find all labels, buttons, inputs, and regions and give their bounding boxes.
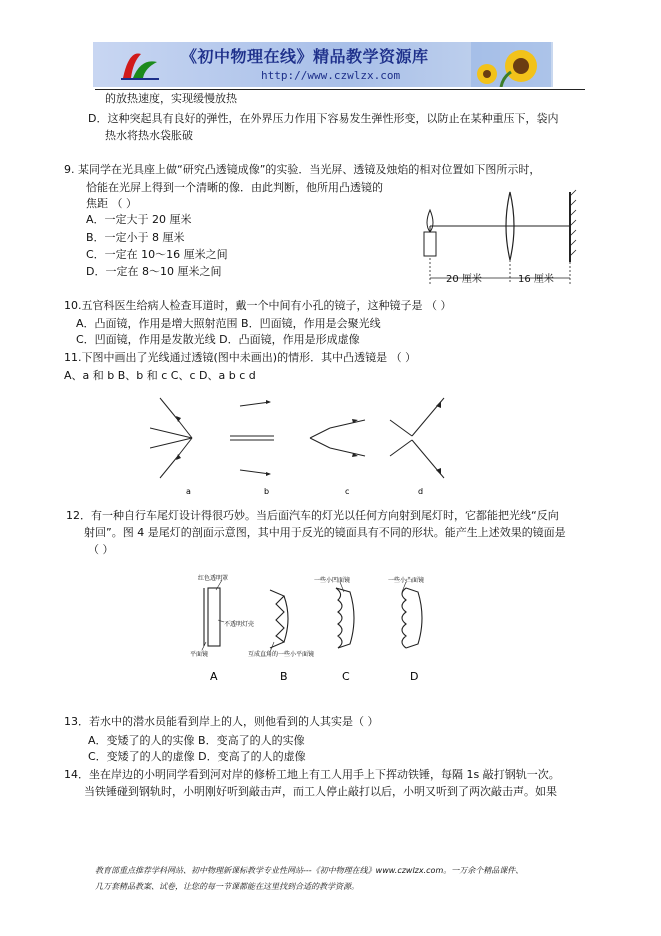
q11-options: A、a 和 b B、b 和 c C、c D、a b c d xyxy=(64,369,256,382)
q12-stem-cont: 射回”。图 4 是尾灯的剖面示意图，其中用于反光的镜面具有不同的形状。能产生上述效果的镜面是 xyxy=(84,526,566,539)
q12-label-concave: 一些小凹面镜 xyxy=(314,577,351,584)
footer-line-2: 几万套精品教案、试卷，让您的每一节课都能在这里找到合适的教学资源。 xyxy=(95,882,359,891)
q9-optical-bench-figure xyxy=(418,188,583,288)
q10-stem: 10.五官科医生给病人检查耳道时，戴一个中间有小孔的镜子，这种镜子是 （ ） xyxy=(64,299,452,312)
candle-icon xyxy=(424,210,436,256)
q13-options-ab: A．变矮了的人的实像 B．变高了的人的实像 xyxy=(88,734,305,747)
header-rule xyxy=(95,89,585,90)
q9-option-c: C．一定在 10～16 厘米之间 xyxy=(86,248,228,261)
q12-option-c-label: C xyxy=(342,670,350,683)
q11-label-d: d xyxy=(418,487,424,496)
q11-stem: 11.下图中画出了光线通过透镜(图中未画出)的情形．其中凸透镜是 （ ） xyxy=(64,351,417,364)
q12-label-right-angle: 互成直角的一些小平面镜 xyxy=(248,651,315,658)
q12-label-plane-mirror: 平面镜 xyxy=(190,651,209,658)
q12-blank: （ ） xyxy=(88,543,114,556)
q13-stem: 13．若水中的潜水员能看到岸上的人，则他看到的人其实是（ ） xyxy=(64,715,379,728)
q9-distance-2: 16 厘米 xyxy=(518,274,554,285)
q9-distance-1: 20 厘米 xyxy=(446,274,482,285)
q9-option-b: B．一定小于 8 厘米 xyxy=(86,231,185,244)
q12-tail-light-figure xyxy=(188,570,448,684)
q12-option-d-label: D xyxy=(410,670,419,683)
q12-option-b-label: B xyxy=(280,670,288,683)
q9-option-d: D．一定在 8～10 厘米之间 xyxy=(86,265,222,278)
logo-icon xyxy=(119,48,161,82)
q8-option-d: D．这种突起具有良好的弹性，在外界压力作用下容易发生弹性形变，以防止在某种重压下，袋内 xyxy=(88,112,559,125)
q9-stem-cont: 恰能在光屏上得到一个清晰的像．由此判断，他所用凸透镜的 xyxy=(86,181,383,194)
header-title: 《初中物理在线》精品教学资源库 xyxy=(181,47,429,66)
q11-label-b: b xyxy=(264,487,270,496)
q11-label-a: a xyxy=(186,487,191,496)
sunflower-icon xyxy=(471,42,551,87)
q8-c-continued: 的放热速度，实现缓慢放热 xyxy=(105,92,237,105)
q10-options-cd: C．凹面镜，作用是发散光线 D．凸面镜，作用是形成虚像 xyxy=(76,333,360,346)
q11-light-rays-figure xyxy=(150,388,450,498)
q8-option-d-cont: 热水将热水袋胀破 xyxy=(105,129,193,142)
q14-stem: 14．坐在岸边的小明同学看到河对岸的修桥工地上有工人用手上下挥动铁锤，每隔 1s 敲打钢轨一次。 xyxy=(64,768,560,781)
header-banner xyxy=(93,42,553,87)
q12-label-convex: 一些小凸面镜 xyxy=(388,577,425,584)
q9-option-a: A．一定大于 20 厘米 xyxy=(86,213,192,226)
q12-label-opaque-lamp: 不透明灯壳 xyxy=(224,621,255,628)
q12-label-red-glass: 红色透明罩 xyxy=(198,575,229,582)
q14-stem-cont: 当铁锤碰到钢轨时，小明刚好听到敲击声，而工人停止敲打以后，小明又听到了两次敲击声。如果 xyxy=(84,785,557,798)
footer-line-1: 教育部重点推荐学科网站、初中物理新课标教学专业性网站---《初中物理在线》www.czwlzx.com。一万余个精品课件、 xyxy=(95,866,524,875)
q11-label-c: c xyxy=(345,487,350,496)
q9-stem: 9. 某同学在光具座上做“研究凸透镜成像”的实验．当光屏、透镜及烛焰的相对位置如下图所示时， xyxy=(64,163,541,176)
q10-options-ab: A．凸面镜，作用是增大照射范围 B．凹面镜，作用是会聚光线 xyxy=(76,317,381,330)
footer xyxy=(95,863,595,895)
q12-stem: 12．有一种自行车尾灯设计得很巧妙。当后面汽车的灯光以任何方向射到尾灯时，它都能把光线“反向 xyxy=(66,509,559,522)
q12-option-a-label: A xyxy=(210,670,218,683)
header-url[interactable]: http://www.czwlzx.com xyxy=(261,69,401,82)
q9-blank: 焦距 （ ） xyxy=(86,197,137,210)
q13-options-cd: C．变矮了的人的虚像 D．变高了的人的虚像 xyxy=(88,750,306,763)
